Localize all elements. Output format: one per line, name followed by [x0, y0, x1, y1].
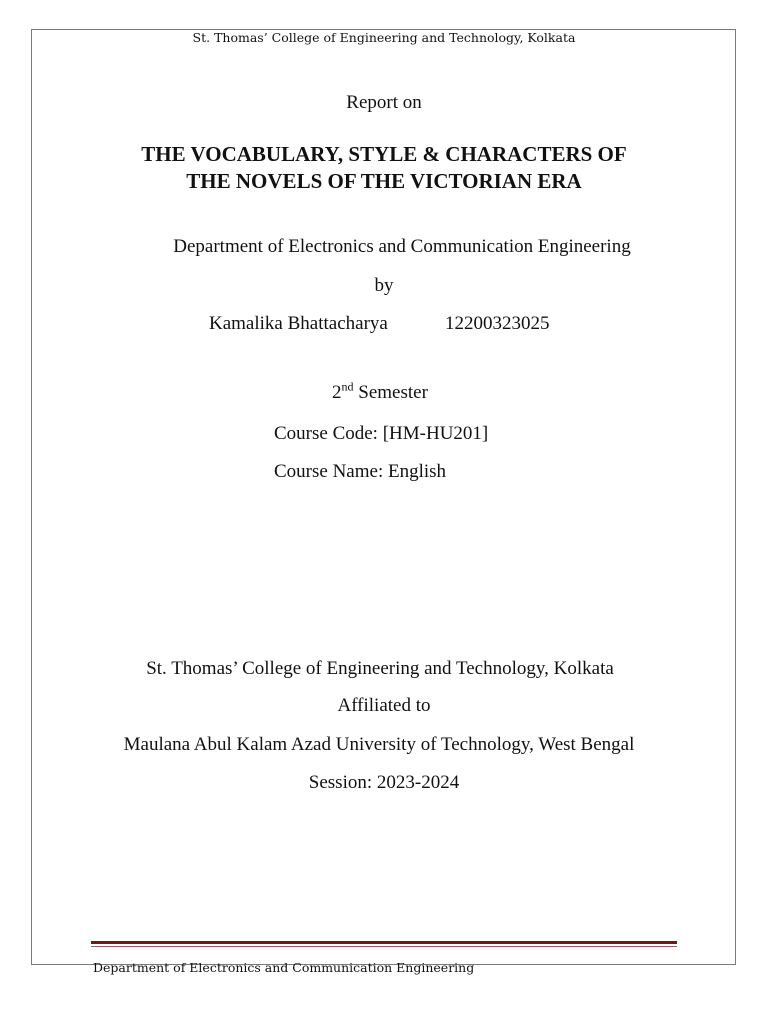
report-title-line2: THE NOVELS OF THE VICTORIAN ERA	[186, 169, 582, 193]
semester-number: 2	[332, 382, 342, 403]
by-label: by	[374, 275, 394, 296]
report-title	[0, 141, 768, 195]
college-name: St. Thomas’ College of Engineering and Technology, Kolkata	[146, 658, 614, 679]
report-on-label: Report on	[346, 92, 422, 113]
footer-rule-thin	[91, 946, 677, 947]
report-title-line1: THE VOCABULARY, STYLE & CHARACTERS OF	[141, 142, 627, 166]
semester-suffix: nd	[341, 379, 354, 394]
department-name: Department of Electronics and Communication Engineering	[173, 236, 631, 257]
semester	[332, 379, 428, 404]
session: Session: 2023-2024	[308, 772, 460, 793]
course-name: Course Name: English	[274, 461, 447, 482]
page-footer: Department of Electronics and Communication Engineering	[93, 960, 475, 975]
page-header: St. Thomas’ College of Engineering and Technology, Kolkata	[192, 30, 576, 45]
affiliated-label: Affiliated to	[337, 695, 431, 716]
student-id: 12200323025	[445, 313, 550, 334]
semester-word: Semester	[353, 382, 428, 403]
student-name: Kamalika Bhattacharya	[209, 313, 388, 334]
course-code: Course Code: [HM-HU201]	[274, 423, 489, 444]
footer-rule	[91, 941, 677, 944]
university-name: Maulana Abul Kalam Azad University of Technology, West Bengal	[123, 734, 635, 755]
